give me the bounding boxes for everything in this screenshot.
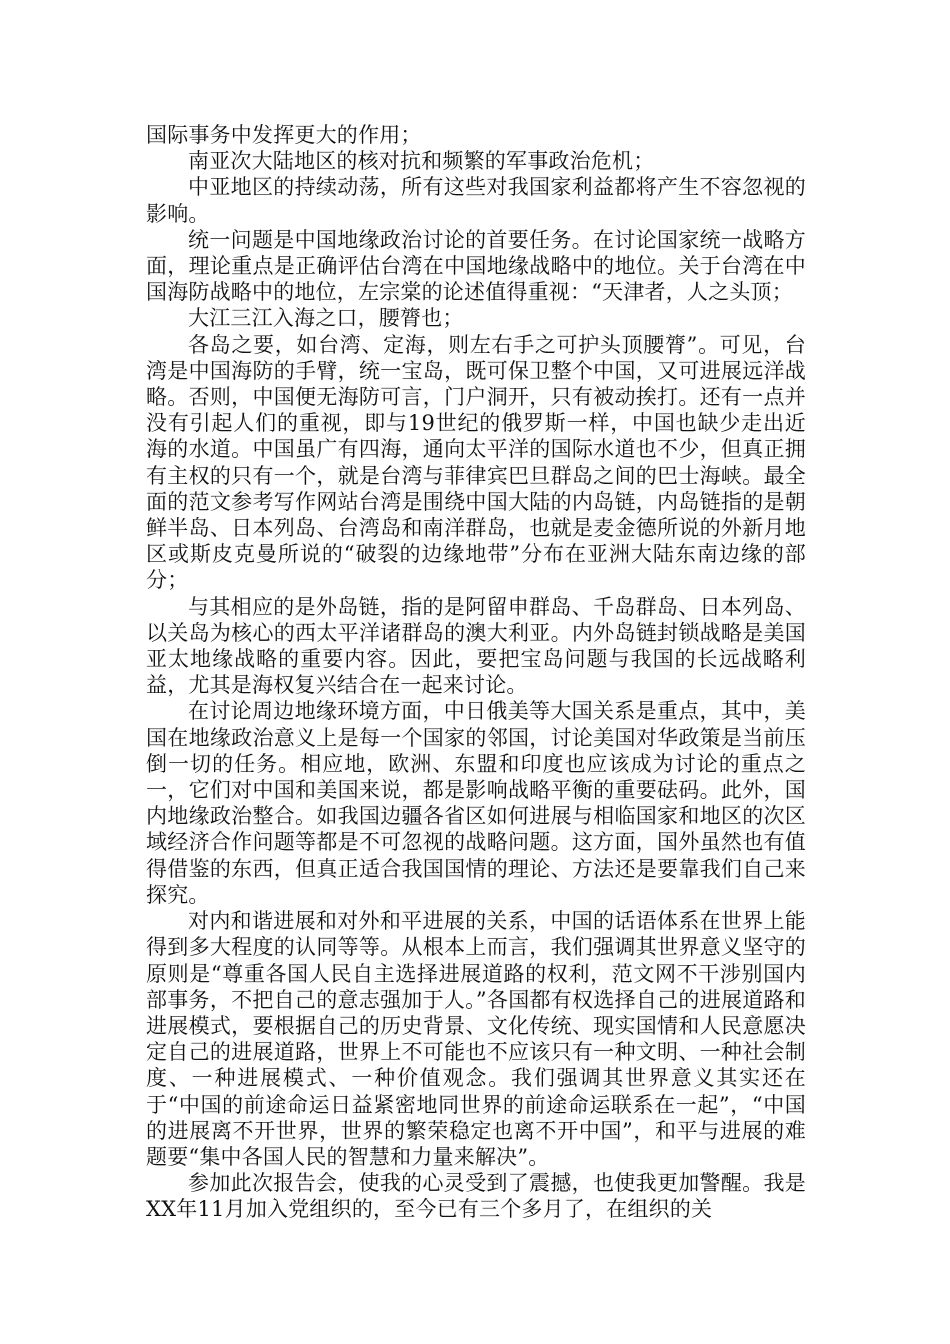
- paragraph: 各岛之要，如台湾、定海，则左右手之可护头顶腰膂”。可见，台湾是中国海防的手臂，统一宝岛，既可保卫整个中国，又可进展远洋战略。否则，中国便无海防可言，门户洞开，只有被动挨打。还有一点并没有引起人们的重视，即与19世纪的俄罗斯一样，中国也缺少走出近海的水道。中国虽广有四海，通向太平洋的国际水道也不少，但真正拥有主权的只有一个，就是台湾与菲律宾巴旦群岛之间的巴士海峡。最全面的范文参考写作网站台湾是围绕中国大陆的内岛链，内岛链指的是朝鲜半岛、日本列岛、台湾岛和南洋群岛，也就是麦金德所说的外新月地区或斯皮克曼所说的“破裂的边缘地带”分布在亚洲大陆东南边缘的部分；: [146, 332, 806, 593]
- paragraph: 与其相应的是外岛链，指的是阿留申群岛、千岛群岛、日本列岛、以关岛为核心的西太平洋诸群岛的澳大利亚。内外岛链封锁战略是美国亚太地缘战略的重要内容。因此，要把宝岛问题与我国的长远战略利益，尤其是海权复兴结合在一起来讨论。: [146, 594, 806, 698]
- paragraph-continuation: 国际事务中发挥更大的作用；: [146, 123, 422, 147]
- paragraph: 对内和谐进展和对外和平进展的关系，中国的话语体系在世界上能得到多大程度的认同等等。从根本上而言，我们强调其世界意义坚守的原则是“尊重各国人民自主选择进展道路的权利，范文网不干涉别国内部事务，不把自己的意志强加于人。”各国都有权选择自己的进展道路和进展模式，要根据自己的历史背景、文化传统、现实国情和人民意愿决定自己的进展道路，世界上不可能也不应该只有一种文明、一种社会制度、一种进展模式、一种价值观念。我们强调其世界意义其实还在于“中国的前途命运日益紧密地同世界的前途命运联系在一起”，“中国的进展离不开世界，世界的繁荣稳定也离不开中国”，和平与进展的难题要“集中各国人民的智慧和力量来解决”。: [146, 909, 806, 1169]
- paragraph: 参加此次报告会，使我的心灵受到了震撼，也使我更加警醒。我是XX年11月加入党组织的，至今已有三个多月了，在组织的关: [146, 1171, 806, 1222]
- document-body: [146, 122, 806, 1223]
- paragraph: 在讨论周边地缘环境方面，中日俄美等大国关系是重点，其中，美国在地缘政治意义上是每一个国家的邻国，讨论美国对华政策是当前压倒一切的任务。相应地，欧洲、东盟和印度也应该成为讨论的重点之一，它们对中国和美国来说，都是影响战略平衡的重要砝码。此外，国内地缘政治整合。如我国边疆各省区如何进展与相临国家和地区的次区域经济合作问题等都是不可忽视的战略问题。这方面，国外虽然也有值得借鉴的东西，但真正适合我国国情的理论、方法还是要靠我们自己来探究。: [146, 699, 806, 907]
- paragraph: 中亚地区的持续动荡，所有这些对我国家利益都将产生不容忽视的影响。: [146, 175, 806, 226]
- paragraph: 统一问题是中国地缘政治讨论的首要任务。在讨论国家统一战略方面，理论重点是正确评估台湾在中国地缘战略中的地位。关于台湾在中国海防战略中的地位，左宗棠的论述值得重视：“天津者，人之头顶；: [146, 227, 806, 305]
- paragraph: 南亚次大陆地区的核对抗和频繁的军事政治危机；: [188, 149, 655, 174]
- paragraph: 大江三江入海之口，腰膂也；: [188, 306, 464, 331]
